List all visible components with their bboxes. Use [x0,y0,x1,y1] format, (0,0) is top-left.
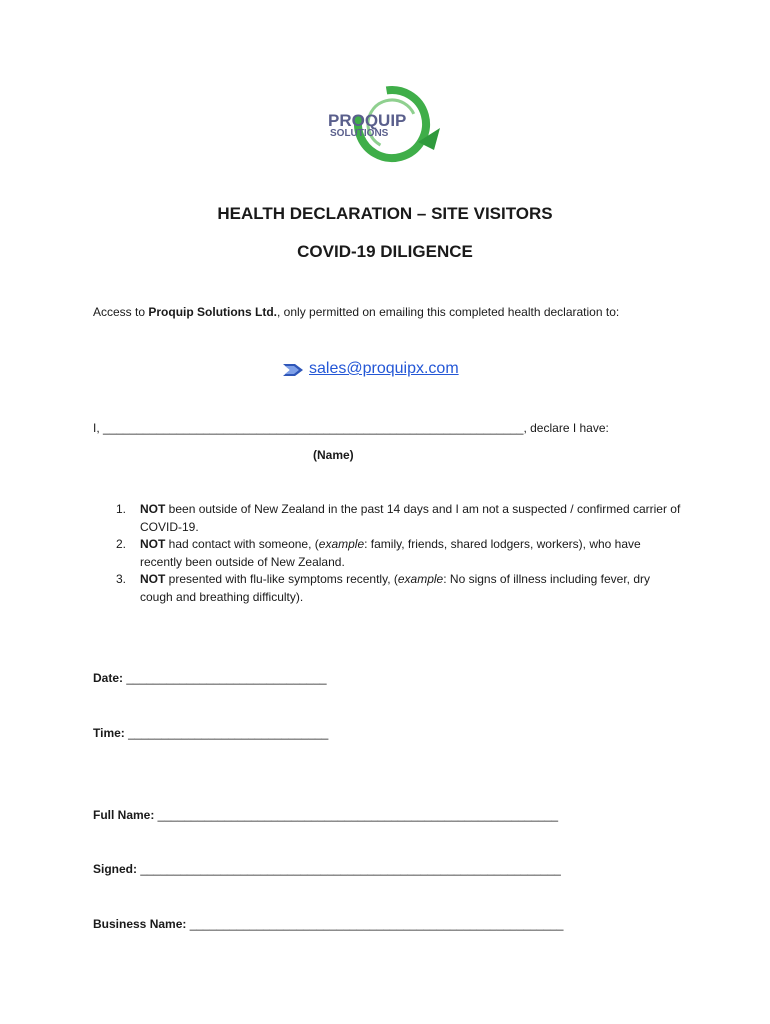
time-field [93,726,328,740]
list-text: had contact with someone, ( [165,537,319,551]
date-blank[interactable]: ______________________________ [123,671,327,685]
full-name-label: Full Name: [93,808,155,822]
logo-text-proquip: PROQUIP [328,111,407,130]
declaration-list [116,501,686,606]
list-item [116,501,686,536]
list-number: 3. [116,572,127,586]
name-caption: (Name) [313,448,354,462]
list-text: : No signs of illness including fever, dry cough and breathing difficulty). [140,572,650,604]
list-text: : family, friends, shared lodgers, workers), who have recently been outside of New Zealand. [140,537,641,569]
list-number: 1. [116,502,127,516]
business-name-label: Business Name: [93,917,187,931]
list-text: been outside of New Zealand in the past 14 days and I am not a suspected / confirmed carrier of COVID-19. [140,502,681,534]
date-label: Date: [93,671,124,685]
business-name-blank[interactable]: ________________________________________________________ [186,917,564,931]
full-name-field [93,808,558,822]
intro-pre: Access to [93,305,149,319]
declaration-prefix: I, [93,421,104,435]
document-subtitle: COVID-19 DILIGENCE [297,242,473,261]
business-name-field [93,917,563,931]
email-link[interactable]: sales@proquipx.com [309,360,459,377]
name-blank[interactable]: _______________________________________________________________ [103,421,524,435]
company-logo [322,84,448,164]
declaration-suffix: , declare I have: [523,421,609,435]
declaration-line [93,420,609,437]
signed-label: Signed: [93,862,137,876]
signed-field [93,862,561,876]
list-italic: example [397,572,444,586]
logo-text-solutions: SOLUTIONS [330,128,389,139]
company-name: Proquip Solutions Ltd. [148,305,278,319]
signed-blank[interactable]: _______________________________________________________________ [137,862,561,876]
arrow-right-icon [283,364,303,376]
list-item [116,571,686,606]
document-title: HEALTH DECLARATION – SITE VISITORS [217,204,553,223]
intro-post: , only permitted on emailing this completed health declaration to: [277,305,620,319]
list-number: 2. [116,537,127,551]
list-bold: NOT [140,537,166,551]
date-field [93,671,327,685]
list-bold: NOT [140,572,166,586]
logo-swoosh-icon [322,84,448,164]
full-name-blank[interactable]: ____________________________________________________________ [154,808,559,822]
list-text: presented with flu-like symptoms recently, ( [165,572,398,586]
access-statement [93,304,619,321]
list-italic: example [318,537,365,551]
time-blank[interactable]: ______________________________ [124,726,329,740]
time-label: Time: [93,726,125,740]
list-item [116,536,686,571]
list-bold: NOT [140,502,166,516]
